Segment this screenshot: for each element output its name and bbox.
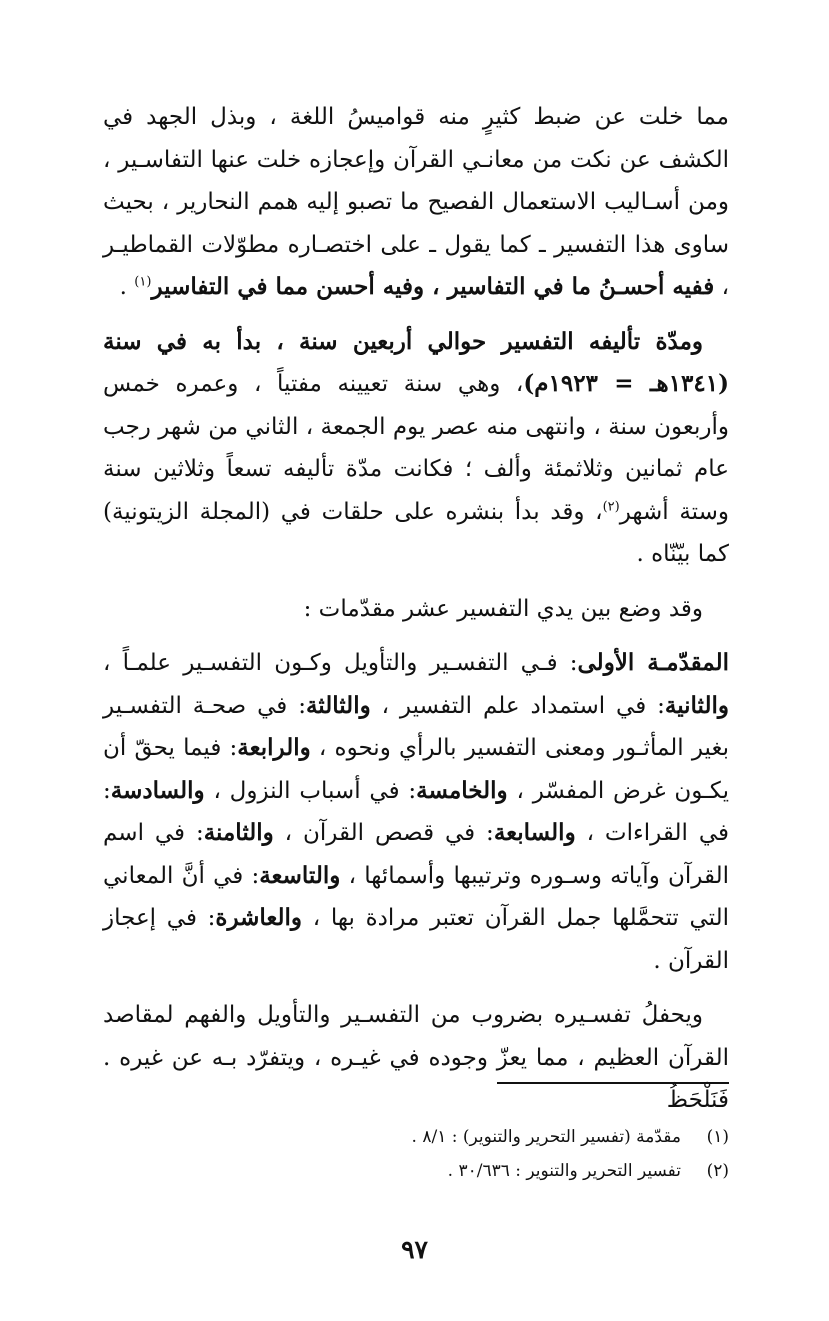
bold-text-run: والتاسعة <box>259 861 341 889</box>
bold-text-run: والثالثة <box>305 691 371 719</box>
paragraph-3 <box>103 588 729 631</box>
footnotes <box>103 1120 729 1188</box>
main-text <box>103 96 729 1134</box>
page-number: ٩٧ <box>401 1235 428 1264</box>
text-run: وقد وضع بين يدي التفسير عشر مقدّمات : <box>303 595 703 622</box>
footnote-divider <box>497 1082 729 1084</box>
bold-text-run: والثانية <box>664 691 729 719</box>
text-run: : في إعجاز القرآن . <box>103 905 729 974</box>
bold-text-run: والخامسة <box>416 776 508 804</box>
text-run: ويحفلُ تفسـيره بضروب من التفسـير والتأويل والفهم لمقاصد القرآن العظيم ، مما يعزّ وجوده في غيـره ، ويتفرّد بـه عن غيره . فَنَلْحَظُ <box>103 1002 729 1113</box>
footnote-number: (٢) <box>706 1161 729 1181</box>
text-run: : في اسم القرآن وآياته وسـوره وترتيبها وأسمائها ، <box>103 820 730 889</box>
footnote-1 <box>103 1120 729 1154</box>
bold-text-run: والسابعة <box>493 819 576 846</box>
text-run: : في صحـة التفسـير بغير المأثـور ومعنى التفسير بالرأي ونحوه ، <box>103 692 729 761</box>
bold-text-run: ومدّة تأليفه التفسير حوالي أربعين سنة ، بدأ به في سنة (١٣٤١هـ = ١٩٢٣م) <box>103 327 729 397</box>
bold-text-run: والسادسة <box>110 776 205 804</box>
bold-text-run: والثامنة <box>203 819 274 846</box>
footnote-2 <box>103 1154 729 1188</box>
bold-text-run: ففيه أحسـنُ ما في التفاسير ، وفيه أحسن مما في التفاسير <box>151 273 715 300</box>
text-run: : في القراءات ، <box>103 777 729 846</box>
text-run: ، وقد بدأ بنشره على حلقات في (المجلة الزيتونية) كما بيّنّاه . <box>103 498 729 567</box>
text-run: : في أنَّ المعاني التي تتحمَّلها جمل القرآن تعتبر مرادة بها ، <box>103 862 729 931</box>
footnote-ref-1[interactable]: (١) <box>134 274 152 290</box>
footnote-ref-2[interactable]: (٢) <box>602 498 620 514</box>
text-run: مما خلت عن ضبط كثيرٍ منه قواميسُ اللغة ، وبذل الجهد في الكشف عن نكت من معانـي القرآن وإعجازه خلت عنها التفاسـير ، ومن أسـاليب الاستعمال الفصيح ما تصبو إليه همم النحارير ، بحيث ساوى هذا التفسير ـ كما يقول ـ على اختصـاره مطوّلات القماطيـر ، <box>103 104 729 300</box>
bold-text-run: المقدّمـة الأولى <box>577 649 729 676</box>
paragraph-5 <box>103 994 729 1122</box>
paragraph-2 <box>103 321 729 576</box>
text-run: : فيما يحقّ أن يكـون غرض المفسّر ، <box>103 735 729 804</box>
text-run: : في أسباب النزول ، <box>204 777 417 804</box>
footnote-text: مقدّمة (تفسير التحرير والتنوير) : ٨/١ . <box>411 1127 681 1147</box>
text-run: . <box>119 274 135 300</box>
paragraph-4 <box>103 642 729 982</box>
bold-text-run: والعاشرة <box>215 904 303 931</box>
text-run: : في قصص القرآن ، <box>273 820 494 846</box>
text-run: ، وهي سنة تعيينه مفتياً ، وعمره خمس وأربعون سنة ، وانتهى منه عصر يوم الجمعة ، الثاني من شهر رجب عام ثمانين وثلاثمئة وألف ؛ فكانت مدّة تأليفه تسعاً وثلاثين سنة وستة أشهر <box>103 371 729 525</box>
footnote-number: (١) <box>706 1127 729 1147</box>
footnote-text: تفسير التحرير والتنوير : ٣٠/٦٣٦ . <box>447 1161 681 1181</box>
text-run: : في استمداد علم التفسير ، <box>370 692 665 719</box>
bold-text-run: والرابعة <box>237 734 311 761</box>
text-run: : فـي التفسـير والتأويل وكـون التفسـير علمـاً ، <box>103 650 578 676</box>
paragraph-1 <box>103 96 729 309</box>
